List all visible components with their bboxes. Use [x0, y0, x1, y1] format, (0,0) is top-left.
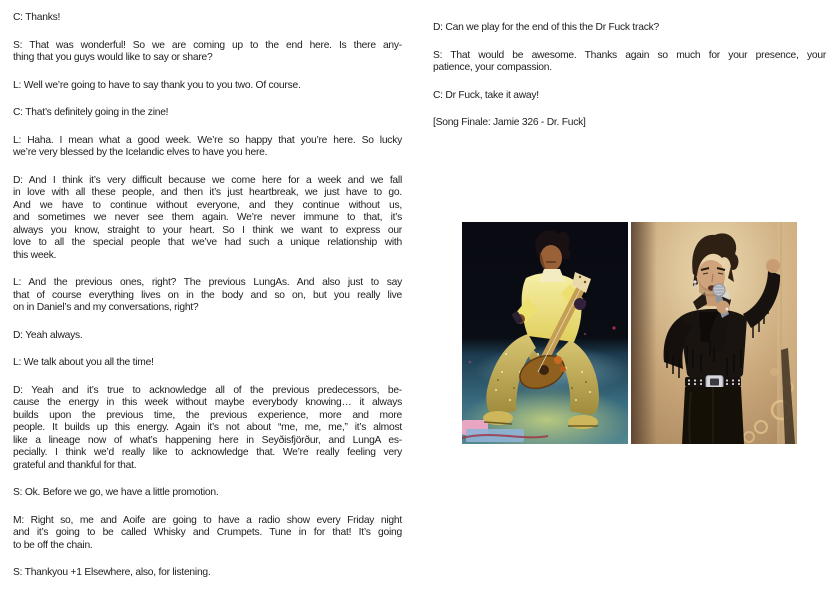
photo-prince [462, 222, 628, 444]
transcript-line: And we have to continue without everyone, and they continue without us, [13, 199, 402, 211]
transcript-line: like a lineage now of what’s happening here in Seyðisfjörður, and LungA es- [13, 434, 402, 446]
transcript-line: people. It builds up this energy. Again it’s not about “me, me, me,” it’s almost [13, 422, 402, 433]
transcript-line: D: And I think it’s very difficult because we come here for a week and we fall [13, 174, 402, 186]
transcript-paragraph [13, 357, 402, 370]
transcript-paragraph [13, 135, 402, 160]
right-column [433, 22, 826, 130]
transcript-line: builds upon the previous time, the previous experience, more and more [13, 409, 402, 421]
transcript-line: C: Thanks! [13, 12, 61, 23]
transcript-line: S: That would be awesome. Thanks again so much for your presence, your [433, 49, 826, 61]
transcript-line: always you know, straight to your heart. So I think we want to express our [13, 224, 402, 236]
transcript-line: patience, your compassion. [433, 62, 552, 73]
transcript-line: we’re very blessed by the Icelandic elves to have you here. [13, 147, 268, 158]
transcript-line: C: That’s definitely going in the zine! [13, 107, 169, 118]
transcript-line: C: Dr Fuck, take it away! [433, 89, 539, 101]
transcript-line: cause the energy in this week without maybe everybody knowing… it always [13, 397, 402, 408]
left-column [13, 12, 402, 580]
transcript-line: and sometimes we never see them again. We’re never immune to that, it’s [13, 212, 402, 223]
transcript-paragraph [13, 12, 402, 25]
transcript-line: L: And the previous ones, right? The previous LungAs. And also just to say [13, 277, 402, 288]
transcript-paragraph [13, 515, 402, 553]
transcript-paragraph [13, 487, 402, 500]
transcript-line: D: Yeah always. [13, 329, 83, 341]
photo-row [462, 222, 797, 444]
photo-george-michael [631, 222, 797, 444]
transcript-paragraph [13, 330, 402, 343]
transcript-paragraph [433, 50, 826, 75]
transcript-line: L: Haha. I mean what a good week. We’re so happy that you’re here. So lucky [13, 134, 402, 146]
transcript-paragraph [13, 277, 402, 315]
transcript-line: love to all the special people that we’ve had such a unique relationship with [13, 237, 402, 248]
transcript-paragraph [13, 40, 402, 65]
transcript-line: S: Ok. Before we go, we have a little promotion. [13, 487, 219, 498]
transcript-line: in love with all these people, and then it’s just heartbreak, we just have to go. [13, 187, 402, 198]
transcript-line: D: Yeah and it’s true to acknowledge all of the previous predecessors, be- [13, 384, 402, 396]
transcript-paragraph [13, 385, 402, 473]
transcript-paragraph [13, 175, 402, 263]
prince-performing-illustration [462, 222, 628, 444]
george-michael-illustration [631, 222, 797, 444]
transcript-line: to be off the chain. [13, 539, 93, 551]
transcript-paragraph [433, 117, 826, 130]
transcript-line: L: We talk about you all the time! [13, 357, 154, 368]
transcript-line: and it’s going to be called Whisky and Crumpets. Tune in for that! It’s going [13, 527, 402, 538]
transcript-paragraph [13, 567, 402, 580]
transcript-line: [Song Finale: Jamie 326 - Dr. Fuck] [433, 117, 586, 128]
transcript-paragraph [13, 80, 402, 93]
transcript-line: D: Can we play for the end of this the Dr Fuck track? [433, 22, 659, 33]
transcript-line: thing that you guys would like to say or share? [13, 52, 213, 63]
transcript-paragraph [13, 107, 402, 120]
transcript-line: grateful and thankful for that. [13, 459, 137, 471]
transcript-line: pecially. I think we’d really like to acknowledge that. We’re really feeling very [13, 447, 402, 458]
transcript-paragraph [433, 90, 826, 103]
transcript-line: this week. [13, 249, 57, 261]
transcript-line: on in Daniel’s and my conversations, right? [13, 302, 199, 313]
transcript-paragraph [433, 22, 826, 35]
transcript-line: that of course everything lives on in the body and so on, but you really live [13, 289, 402, 301]
transcript-line: M: Right so, me and Aoife are going to have a radio show every Friday night [13, 514, 402, 526]
transcript-line: S: That was wonderful! So we are coming up to the end here. Is there any- [13, 39, 402, 51]
transcript-line: S: Thankyou +1 Elsewhere, also, for listening. [13, 567, 211, 578]
transcript-line: L: Well we’re going to have to say thank you to you two. Of course. [13, 79, 301, 91]
